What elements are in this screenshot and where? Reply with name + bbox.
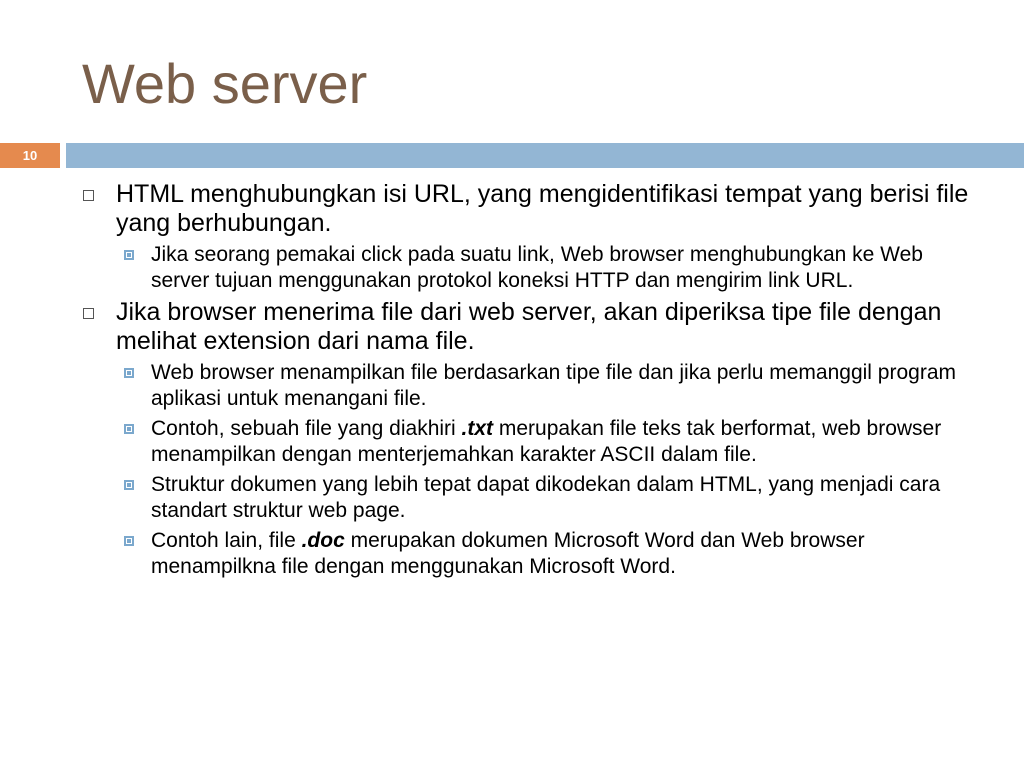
sub-bullet-item bbox=[151, 472, 981, 524]
sub-bullet-item bbox=[151, 360, 981, 412]
slide-number: 10 bbox=[0, 143, 60, 168]
sub-bullet-text: Jika seorang pemakai click pada suatu link, Web browser menghubungkan ke Web server tujuan menggunakan protokol koneksi HTTP dan mengirim link URL. bbox=[151, 243, 923, 292]
square-bullet-icon bbox=[124, 536, 134, 546]
slide-body bbox=[0, 180, 1024, 584]
hollow-square-bullet-icon bbox=[83, 308, 94, 319]
file-extension-doc: .doc bbox=[301, 529, 345, 552]
title-underline-bar bbox=[66, 143, 1024, 168]
hollow-square-bullet-icon bbox=[83, 190, 94, 201]
sub-bullet-text-pre: Contoh lain, file bbox=[151, 529, 302, 552]
sub-bullet-text: Web browser menampilkan file berdasarkan tipe file dan jika perlu memanggil program aplikasi untuk menangani file. bbox=[151, 361, 957, 410]
sub-bullet-text-post: merupakan dokumen Microsoft Word dan Web browser menampilkna file dengan menggunakan Microsoft Word. bbox=[151, 529, 865, 578]
bullet-item bbox=[116, 180, 976, 238]
bullet-text: Jika browser menerima file dari web server, akan diperiksa tipe file dengan melihat extension dari nama file. bbox=[116, 298, 942, 355]
sub-bullet-item bbox=[151, 242, 981, 294]
file-extension-txt: .txt bbox=[461, 417, 494, 440]
slide-title: Web server bbox=[82, 52, 368, 115]
sub-bullet-text-pre: Contoh, sebuah file yang diakhiri bbox=[151, 417, 462, 440]
square-bullet-icon bbox=[124, 424, 134, 434]
square-bullet-icon bbox=[124, 480, 134, 490]
bullet-item bbox=[116, 298, 976, 356]
bullet-text: HTML menghubungkan isi URL, yang mengidentifikasi tempat yang berisi file yang berhubungan. bbox=[116, 180, 969, 237]
sub-bullet-item bbox=[151, 416, 981, 468]
sub-bullet-text-post: merupakan file teks tak berformat, web browser menampilkan dengan menterjemahkan karakter ASCII dalam file. bbox=[151, 417, 942, 466]
square-bullet-icon bbox=[124, 250, 134, 260]
sub-bullet-item bbox=[151, 528, 981, 580]
sub-bullet-text: Struktur dokumen yang lebih tepat dapat dikodekan dalam HTML, yang menjadi cara standart struktur web page. bbox=[151, 473, 941, 522]
square-bullet-icon bbox=[124, 368, 134, 378]
